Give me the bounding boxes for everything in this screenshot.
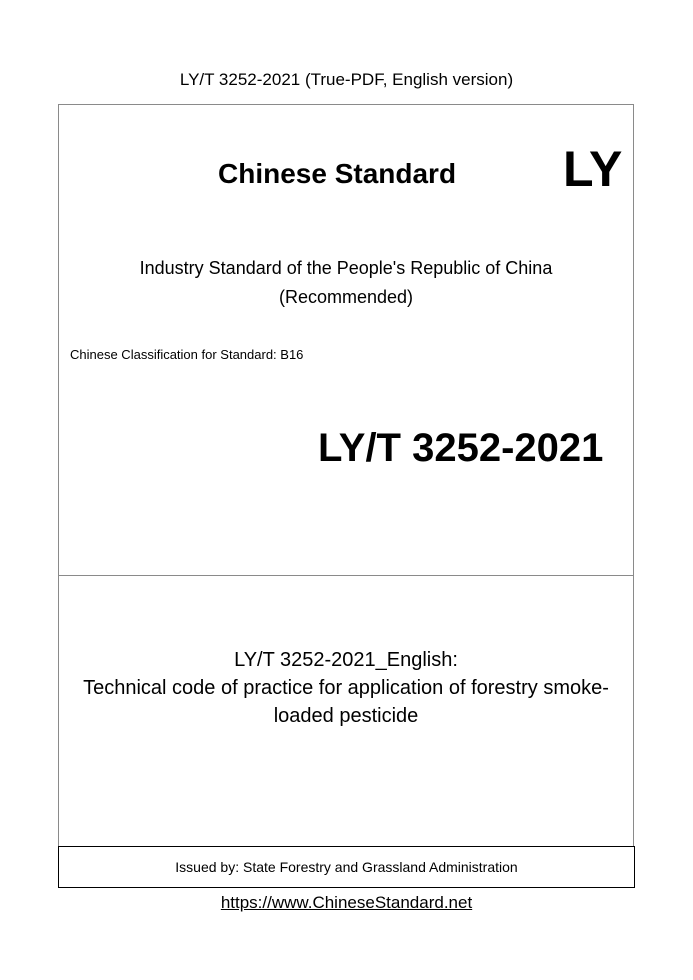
document-title-line3: loaded pesticide bbox=[273, 705, 419, 727]
section-divider bbox=[58, 575, 634, 576]
document-title-line1: LY/T 3252-2021_English: bbox=[234, 649, 458, 671]
document-title-line2: Technical code of practice for application of forestry smoke- bbox=[83, 677, 609, 699]
standard-number: LY/T 3252-2021 bbox=[318, 426, 604, 470]
issuer-text: Issued by: State Forestry and Grassland Administration bbox=[175, 859, 518, 875]
website-link[interactable]: https://www.ChineseStandard.net bbox=[220, 893, 473, 912]
industry-standard-line: Industry Standard of the People's Republic of China bbox=[139, 258, 553, 278]
recommended-line: (Recommended) bbox=[278, 287, 414, 307]
document-header: LY/T 3252-2021 (True-PDF, English version) bbox=[179, 70, 514, 89]
classification-text: Chinese Classification for Standard: B16 bbox=[70, 347, 304, 362]
cover-frame bbox=[58, 104, 634, 887]
brand-title: Chinese Standard bbox=[218, 158, 457, 189]
brand-code: LY bbox=[563, 141, 623, 197]
issuer-box bbox=[58, 846, 635, 888]
